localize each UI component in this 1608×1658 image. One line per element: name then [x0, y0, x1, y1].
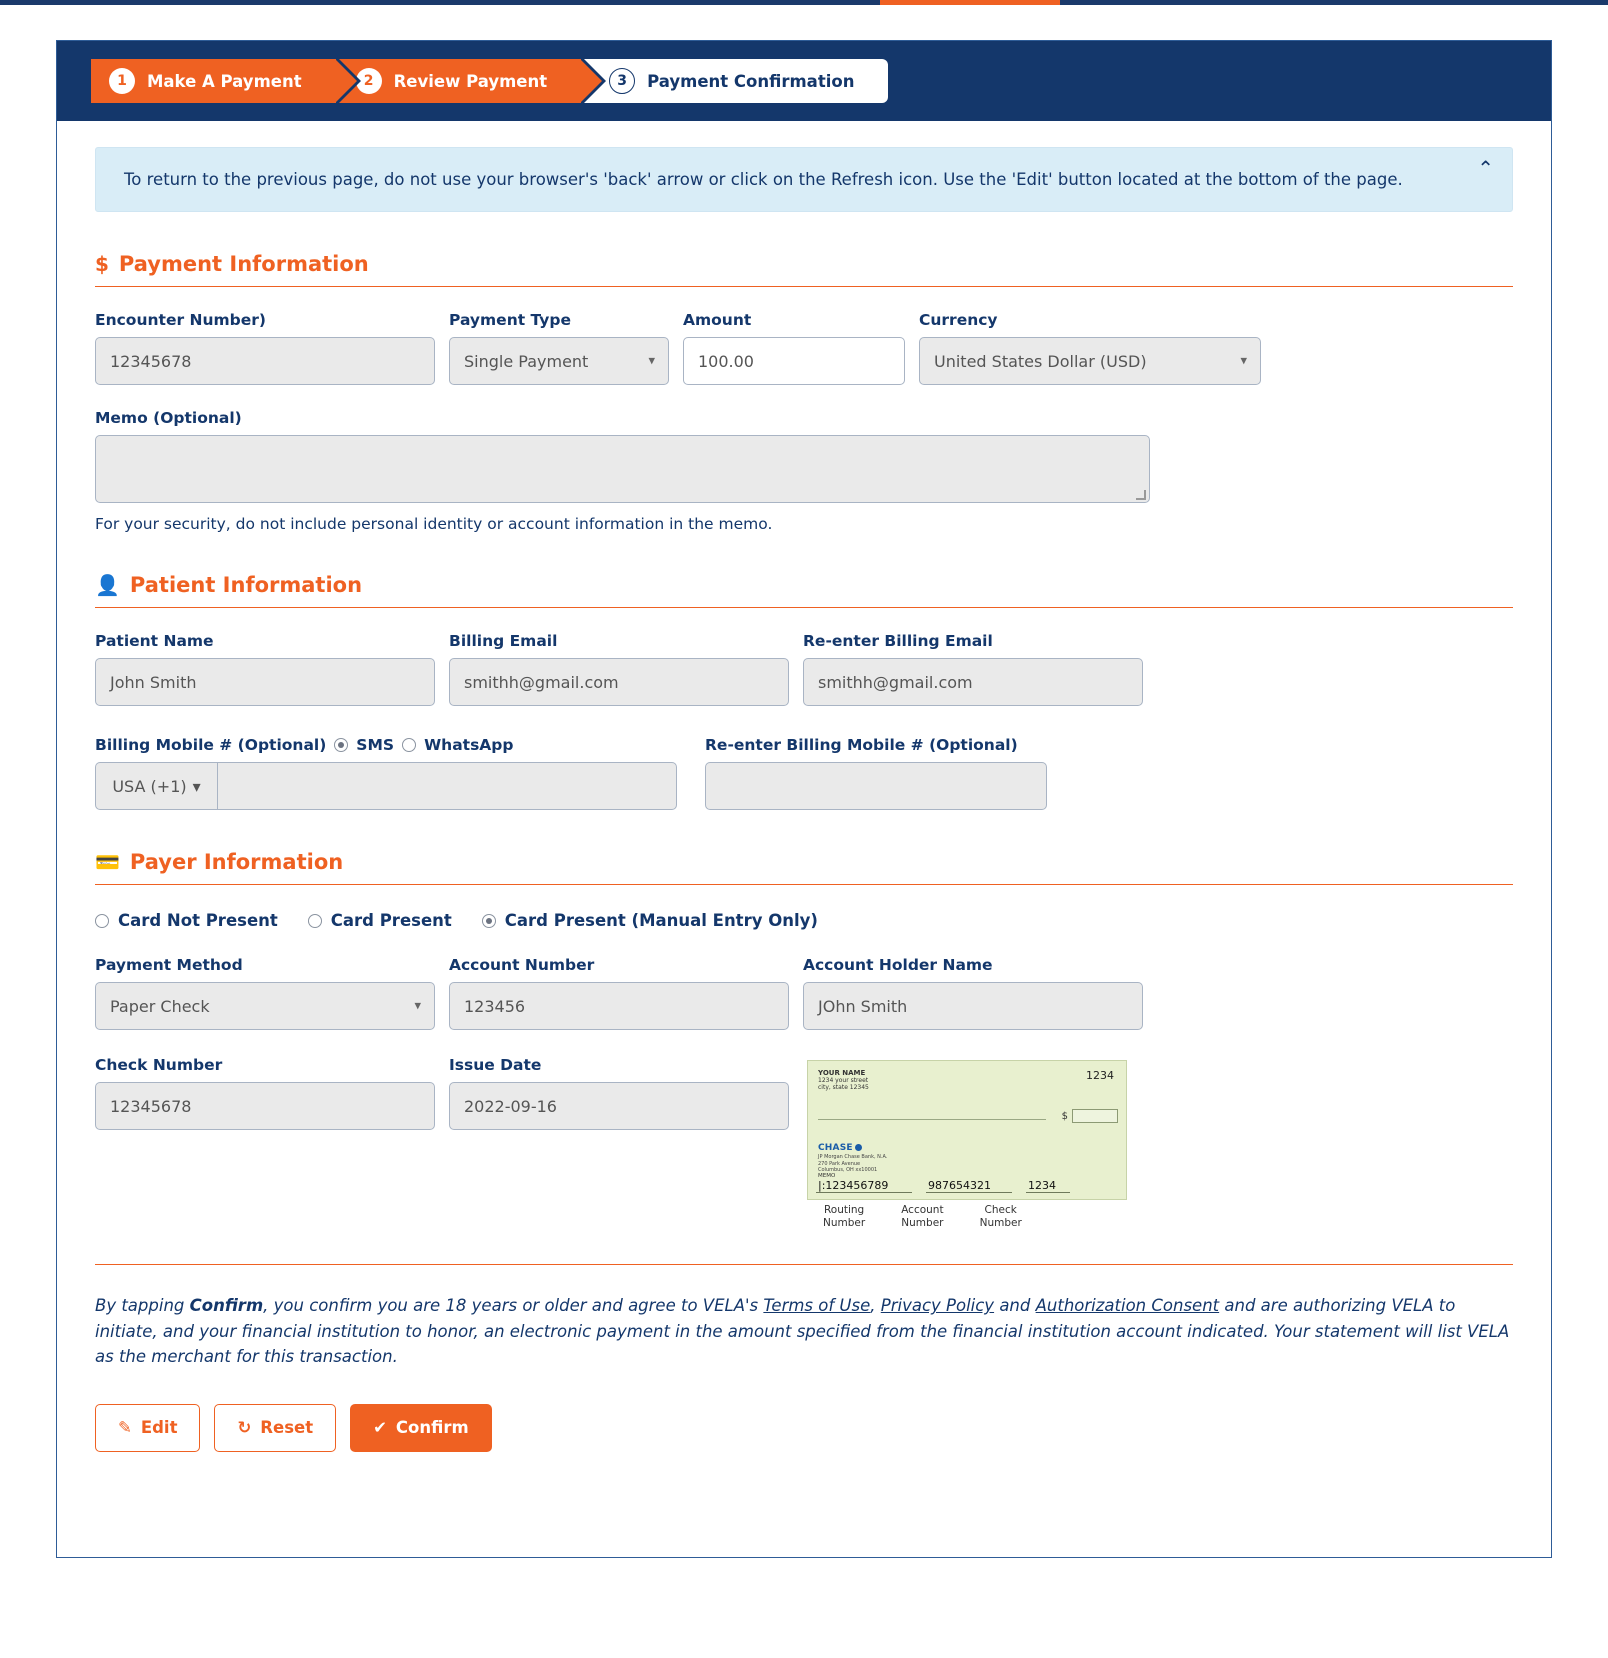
micr-check: 1234: [1026, 1179, 1070, 1193]
bank-address: JP Morgan Chase Bank, N.A. 270 Park Avenue Columbus, OH xx10001: [818, 1154, 888, 1173]
billing-email-label: Billing Email: [449, 632, 558, 650]
step-label: Make A Payment: [147, 71, 302, 91]
account-number-input[interactable]: 123456: [449, 982, 789, 1030]
progress-stepper: [57, 41, 1551, 121]
mobile-fields-row: [95, 736, 1513, 810]
patient-name-input[interactable]: John Smith: [95, 658, 435, 706]
whatsapp-label: WhatsApp: [424, 736, 514, 754]
card-presence-radio-group: [95, 911, 1513, 930]
payment-type-select[interactable]: Single Payment: [449, 337, 669, 385]
reset-button[interactable]: [214, 1404, 336, 1452]
payment-method-field: [95, 956, 435, 1030]
reenter-billing-mobile-input[interactable]: [705, 762, 1047, 810]
chevron-down-icon: ▾: [414, 998, 421, 1014]
edit-button-label: Edit: [140, 1418, 178, 1438]
billing-mobile-label: Billing Mobile # (Optional): [95, 736, 327, 754]
country-code-select[interactable]: [95, 762, 217, 810]
routing-number-caption: Routing Number: [823, 1204, 866, 1230]
payer-information-header: [95, 850, 1513, 885]
account-number-label: Account Number: [449, 956, 595, 974]
reset-button-label: Reset: [260, 1418, 314, 1438]
edit-icon: ✎: [118, 1418, 132, 1438]
section-title: Payment Information: [118, 252, 369, 276]
confirm-button[interactable]: [350, 1404, 492, 1452]
check-address-line1: 1234 your street: [818, 1077, 869, 1084]
account-holder-name-field: [803, 956, 1143, 1030]
payment-fields-row: [95, 311, 1513, 385]
refresh-icon: ↻: [237, 1418, 252, 1438]
payer-fields-row: [95, 956, 1513, 1030]
payment-type-field: [449, 311, 669, 385]
account-holder-name-input[interactable]: JOhn Smith: [803, 982, 1143, 1030]
check-number-caption: Check Number: [979, 1204, 1022, 1230]
issue-date-field: [449, 1056, 789, 1130]
check-amount-box: [1072, 1109, 1118, 1123]
billing-mobile-label-row: [95, 736, 677, 754]
step-make-a-payment[interactable]: [91, 59, 336, 103]
account-holder-name-label: Account Holder Name: [803, 956, 993, 974]
billing-mobile-input[interactable]: [217, 762, 677, 810]
step-number: 1: [109, 68, 135, 94]
encounter-number-input[interactable]: 12345678: [95, 337, 435, 385]
chevron-down-icon: ▾: [648, 353, 655, 369]
legal-prefix: By tapping: [95, 1296, 190, 1316]
sms-label: SMS: [356, 736, 395, 754]
patient-fields-row: [95, 632, 1513, 706]
amount-field: [683, 311, 905, 385]
person-icon: 👤: [95, 573, 120, 597]
memo-field: [95, 409, 1513, 533]
step-number: 3: [609, 68, 635, 94]
step-review-payment[interactable]: [338, 59, 582, 103]
dollar-icon: $: [95, 252, 109, 276]
legal-sep1: ,: [870, 1296, 881, 1316]
check-dollar-sign: $: [1061, 1111, 1068, 1122]
authorization-consent-link[interactable]: Authorization Consent: [1035, 1296, 1220, 1316]
patient-name-label: Patient Name: [95, 632, 214, 650]
confirm-button-label: Confirm: [395, 1418, 469, 1438]
check-sample-number: 1234: [1086, 1069, 1114, 1082]
payment-confirmation-page: [56, 40, 1552, 1558]
country-code-label: USA (+1): [112, 776, 187, 796]
payment-method-label: Payment Method: [95, 956, 243, 974]
action-buttons: [95, 1404, 1513, 1452]
reenter-billing-email-field: [803, 632, 1143, 706]
payment-information-header: [95, 252, 1513, 287]
memo-textarea[interactable]: [95, 435, 1150, 503]
micr-account: 987654321: [926, 1179, 1012, 1193]
step-label: Review Payment: [393, 71, 548, 91]
legal-sep2: and: [994, 1296, 1036, 1316]
info-banner: [95, 147, 1513, 212]
billing-email-input[interactable]: smithh@gmail.com: [449, 658, 789, 706]
section-title: Payer Information: [129, 850, 344, 874]
chevron-up-icon[interactable]: ⌃: [1477, 156, 1494, 180]
check-micr-line: [816, 1179, 1118, 1193]
check-field-labels: [807, 1204, 1127, 1230]
step-payment-confirmation[interactable]: [583, 59, 888, 103]
patient-name-field: [95, 632, 435, 706]
check-number-input[interactable]: 12345678: [95, 1082, 435, 1130]
check-payer-name: YOUR NAME: [818, 1069, 866, 1077]
legal-mid1: , you confirm you are 18 years or older and agree to VELA's: [263, 1296, 764, 1316]
sms-radio[interactable]: [334, 738, 348, 752]
chevron-down-icon: ▾: [192, 776, 201, 796]
memo-help-text: For your security, do not include personal identity or account information in the memo.: [95, 515, 773, 533]
payment-method-select[interactable]: Paper Check: [95, 982, 435, 1030]
check-icon: ✔: [373, 1418, 387, 1438]
reenter-billing-mobile-label: Re-enter Billing Mobile # (Optional): [705, 736, 1018, 754]
currency-label: Currency: [919, 311, 998, 329]
edit-button[interactable]: [95, 1404, 200, 1452]
encounter-number-label: Encounter Number): [95, 311, 266, 329]
check-graphic: [807, 1060, 1127, 1200]
check-memo-label: MEMO: [818, 1173, 836, 1179]
check-fields-row: [95, 1056, 1513, 1230]
reenter-billing-email-label: Re-enter Billing Email: [803, 632, 993, 650]
billing-email-field: [449, 632, 789, 706]
legal-tail: and are authorizing VELA to initiate, and your financial institution to honor, an electronic payment in the amount specified from the financial institution account indicated. Your statement will list VELA as the merchant for this transaction.: [95, 1296, 1510, 1367]
whatsapp-radio[interactable]: [402, 738, 416, 752]
reenter-billing-email-input[interactable]: smithh@gmail.com: [803, 658, 1143, 706]
sample-check-image: [807, 1060, 1127, 1230]
bank-logo: CHASE: [818, 1143, 862, 1153]
privacy-policy-link[interactable]: Privacy Policy: [880, 1296, 995, 1316]
resize-grip-icon: [1136, 490, 1146, 500]
card-present-manual-label: Card Present (Manual Entry Only): [504, 911, 818, 930]
billing-mobile-field: [95, 736, 677, 810]
info-banner-text: To return to the previous page, do not use your browser's 'back' arrow or click on the Refresh icon. Use the 'Edit' button located at the bottom of the page.: [124, 170, 1403, 189]
currency-select[interactable]: United States Dollar (USD): [919, 337, 1261, 385]
amount-input[interactable]: 100.00: [683, 337, 905, 385]
terms-of-use-link[interactable]: Terms of Use: [763, 1296, 871, 1316]
memo-label: Memo (Optional): [95, 409, 242, 427]
top-bar-accent: [880, 0, 1060, 5]
patient-information-header: [95, 573, 1513, 608]
amount-label: Amount: [683, 311, 752, 329]
currency-field: [919, 311, 1261, 385]
card-not-present-radio[interactable]: [95, 914, 109, 928]
check-number-field: [95, 1056, 435, 1130]
card-present-radio[interactable]: [308, 914, 322, 928]
card-present-manual-radio[interactable]: [482, 914, 496, 928]
card-not-present-label: Card Not Present: [118, 911, 278, 930]
check-number-label: Check Number: [95, 1056, 223, 1074]
legal-confirm-word: Confirm: [189, 1296, 264, 1316]
payment-type-label: Payment Type: [449, 311, 571, 329]
micr-routing: |:123456789: [816, 1179, 912, 1193]
issue-date-input[interactable]: 2022-09-16: [449, 1082, 789, 1130]
chevron-down-icon: ▾: [1240, 353, 1247, 369]
check-address-line2: city, state 12345: [818, 1084, 869, 1091]
issue-date-label: Issue Date: [449, 1056, 542, 1074]
legal-disclaimer: [95, 1264, 1513, 1370]
top-bar: [0, 0, 1608, 5]
step-label: Payment Confirmation: [647, 71, 855, 91]
encounter-number-field: [95, 311, 435, 385]
reenter-billing-mobile-field: [705, 736, 1047, 810]
check-amount-line: [818, 1119, 1046, 1120]
card-icon: 💳: [95, 850, 120, 874]
section-title: Patient Information: [129, 573, 363, 597]
card-present-label: Card Present: [330, 911, 452, 930]
step-number: 2: [356, 68, 382, 94]
account-number-caption: Account Number: [901, 1204, 944, 1230]
account-number-field: [449, 956, 789, 1030]
